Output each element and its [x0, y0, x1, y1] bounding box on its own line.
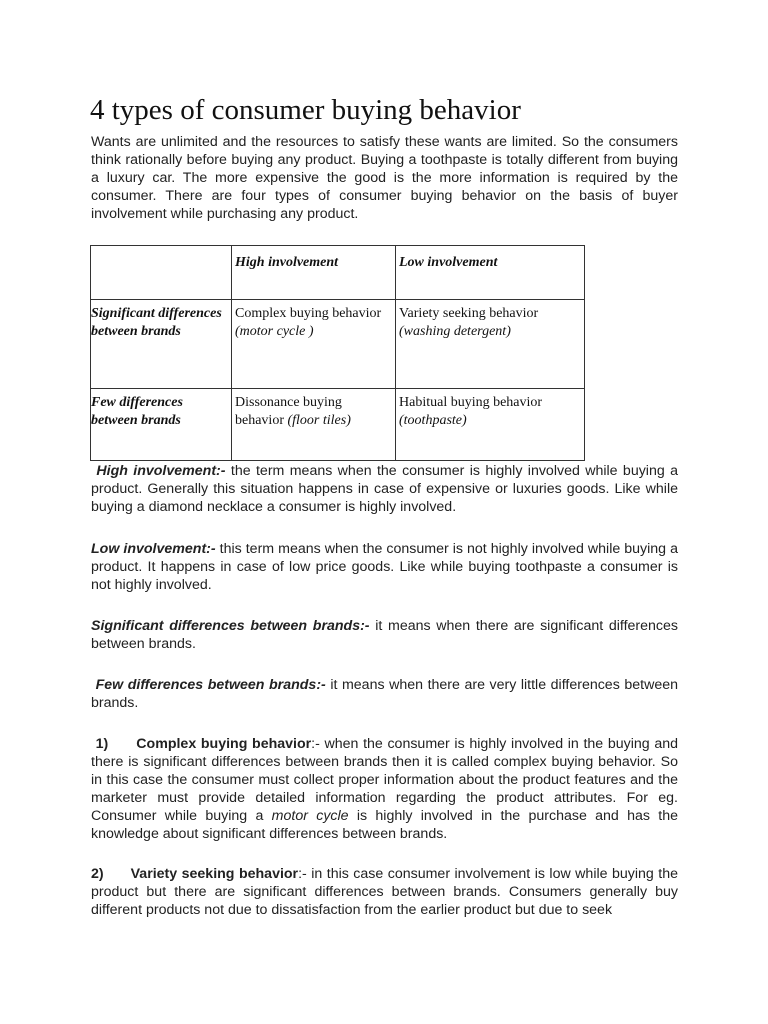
table-row-label-few: Few differences between brands — [91, 389, 232, 461]
term-few-differences: Few differences between brands:- — [95, 677, 326, 693]
cell-example: (washing detergent) — [399, 324, 511, 339]
term-variety-seeking: Variety seeking behavior — [130, 866, 299, 882]
buying-behavior-table — [90, 245, 585, 461]
type-number: 1) — [95, 736, 109, 752]
term-low-involvement: Low involvement:- — [91, 541, 216, 557]
table-cell-habitual — [396, 389, 585, 461]
table-cell-variety — [396, 300, 585, 389]
table-header-row — [91, 246, 585, 300]
table-corner-cell — [91, 246, 232, 300]
table-row — [91, 300, 585, 389]
cell-behavior-text: Habitual buying behavior — [399, 395, 543, 410]
table-cell-dissonance — [232, 389, 396, 461]
cell-example: (floor tiles) — [287, 413, 351, 428]
definition-few-differences: Few differences between brands:- it means when there are very little differences between brands. — [91, 677, 678, 711]
emphasis-motor-cycle: motor cycle — [271, 808, 349, 824]
cell-example: (motor cycle ) — [235, 324, 314, 339]
term-complex-buying: Complex buying behavior — [136, 736, 312, 752]
term-high-involvement: High involvement:- — [96, 463, 226, 479]
term-significant-differences: Significant differences between brands:- — [91, 618, 370, 634]
type-complex-buying: 1) Complex buying behavior:- when the consumer is highly involved in the buying and there is significant differences between brands then it is called complex buying behavior. So in this case the consumer must collect proper information about the product features and the marketer must provide detailed information regarding the product attributes. For eg. Consumer while buying a motor cycle is highly involved in the purchase and has the knowledge about significant differences between brands. — [91, 736, 678, 842]
definition-high-involvement: High involvement:- the term means when the consumer is highly involved while buying a product. Generally this situation happens in case of expensive or luxuries goods. Like while buying a diamond necklace a consumer is highly involved. — [91, 463, 678, 515]
table-header-high: High involvement — [232, 246, 396, 300]
intro-paragraph: Wants are unlimited and the resources to satisfy these wants are limited. So the consumers think rationally before buying any product. Buying a toothpaste is totally different from buying a luxury car. The more expensive the good is the more information is required by the consumer. There are four types of consumer buying behavior on the basis of buyer involvement while purchasing any product. — [91, 134, 678, 222]
cell-behavior-text: Variety seeking behavior — [399, 306, 539, 321]
table-cell-complex — [232, 300, 396, 389]
page-title: 4 types of consumer buying behavior — [90, 94, 521, 126]
table-row — [91, 389, 585, 461]
type-variety-seeking: 2) Variety seeking behavior:- in this case consumer involvement is low while buying the product but there are significant differences between brands. Consumers generally buy different products not due to dissatisfaction from the earlier product but due to seek — [91, 866, 678, 918]
cell-behavior-text: Dissonance buying behavior — [235, 395, 342, 428]
table-header-low: Low involvement — [396, 246, 585, 300]
table-row-label-significant: Significant differences between brands — [91, 300, 232, 389]
cell-example: (toothpaste) — [399, 413, 467, 428]
type-number: 2) — [91, 866, 104, 882]
definition-significant-differences: Significant differences between brands:- it means when there are significant differences between brands. — [91, 618, 678, 652]
definition-low-involvement: Low involvement:- this term means when the consumer is not highly involved while buying a product. It happens in case of low price goods. Like while buying toothpaste a consumer is not highly involved. — [91, 541, 678, 593]
cell-behavior-text: Complex buying behavior — [235, 306, 382, 321]
